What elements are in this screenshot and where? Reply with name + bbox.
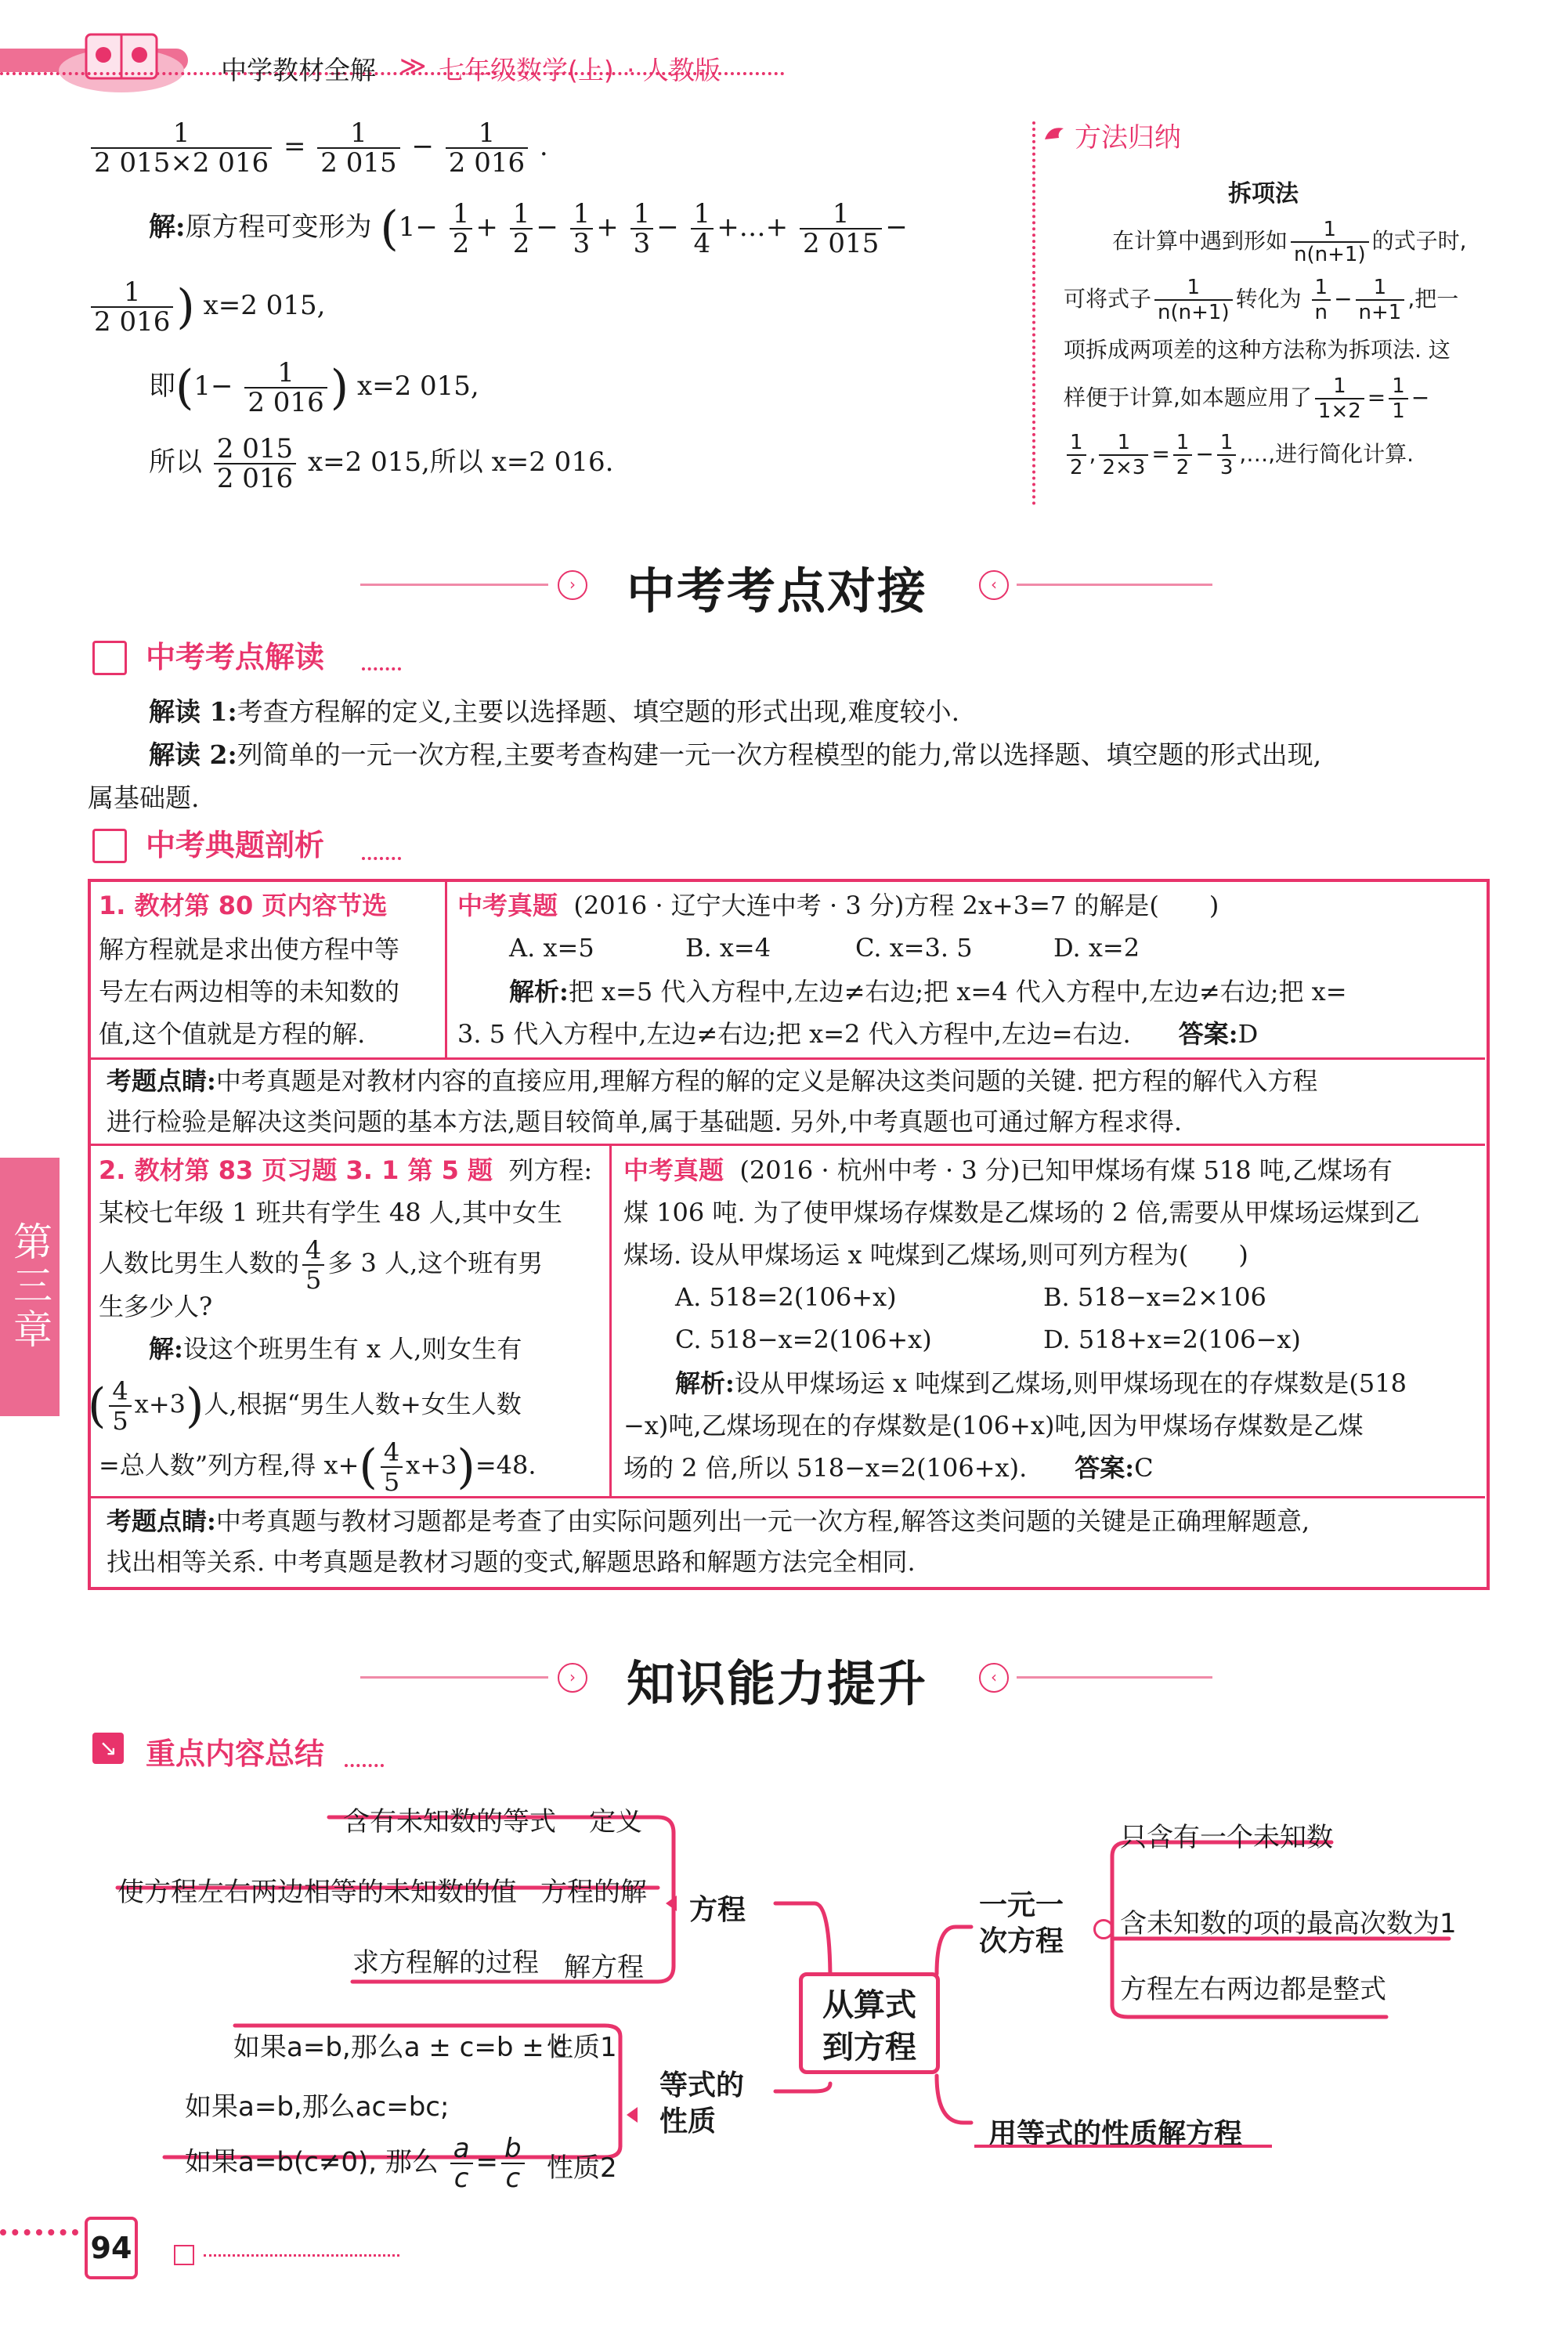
linear-cond-1: 只含有一个未知数 <box>1120 1822 1333 1853</box>
r1-left-line: 号左右两边相等的未知数的 <box>99 977 400 1007</box>
r2-solution-1: 解:设这个班男生有 x 人,则女生有 <box>149 1334 522 1364</box>
header-edition: · 人教版 <box>627 55 721 85</box>
summary-arrow-icon: ↘ <box>92 1733 124 1764</box>
r2-solution-3: =总人数”列方程,得 x+( $\frac{4}{5}$ x+3)=48. <box>99 1437 537 1497</box>
r2-option-d: D. 518+x=2(106−x) <box>1043 1325 1301 1354</box>
sec1-title: 中考考点对接 <box>627 562 928 620</box>
node-fangcheng: 方程 <box>689 1894 746 1926</box>
r2-question-3: 煤场. 设从甲煤场运 x 吨煤到乙煤场,则可列方程为( ) <box>623 1240 1248 1270</box>
sec2-subhead-dots <box>345 1764 384 1767</box>
r1-option-d: D. x=2 <box>1053 933 1140 963</box>
node-solve-by-properties: 用等式的性质解方程 <box>988 2118 1243 2150</box>
r2-analysis-2: −x)吨,乙煤场现在的存煤数是(106+x)吨,因为甲煤场存煤数是乙煤 <box>623 1411 1364 1440</box>
method-title: 方法归纳 <box>1075 122 1181 154</box>
sec1-subhead-2: 中考典题剖析 <box>146 828 325 862</box>
r2-left-title: 2. 教材第 83 页习题 3. 1 第 5 题 列方程: <box>99 1155 593 1185</box>
r2-solution-2: ( $\frac{4}{5}$ x+3)人,根据“男生人数+女生人数 <box>88 1376 522 1436</box>
sec2-left-arrow-icon: › <box>558 1663 587 1693</box>
solve-label: 解方程 <box>564 1952 644 1983</box>
r1-option-b: B. x=4 <box>685 933 771 963</box>
r2-question-1: 中考真题 (2016 · 杭州中考 · 3 分)已知甲煤场有煤 518 吨,乙煤场有 <box>623 1155 1393 1185</box>
sec1-subhead-2-dots <box>362 857 401 860</box>
sec2-right-arrow-icon: ‹ <box>979 1663 1009 1693</box>
subhead-marker-icon <box>92 641 127 675</box>
node-dengshi: 等式的 性质 <box>659 2069 745 2138</box>
header-subject: 七年级数学(上) <box>439 55 614 85</box>
r2-comment-1: 考题点睛:中考真题与教材习题都是考查了由实际问题列出一元一次方程,解答这类问题的关键是正确理解题意, <box>107 1506 1310 1536</box>
sec1-subhead-1: 中考考点解读 <box>146 640 325 674</box>
linear-cond-2: 含未知数的项的最高次数为1 <box>1120 1908 1457 1939</box>
table-hline-3 <box>89 1496 1485 1498</box>
r1-option-a: A. x=5 <box>509 933 594 963</box>
interpretation-2-cont: 属基础题. <box>88 782 200 813</box>
method-line-4: 样便于计算,如本题应用了 $\frac{1}{1\times 2}$ = $\frac{1}{1}$ − <box>1064 374 1430 423</box>
r1-comment-1: 考题点睛:中考真题是对教材内容的直接应用,理解方程的解的定义是解决这类问题的关键. 把方程的解代入方程 <box>107 1066 1318 1096</box>
r2-left-line: 生多少人? <box>99 1292 213 1321</box>
sec1-left-arrow-icon: › <box>558 570 587 600</box>
method-subtitle: 拆项法 <box>1228 180 1299 208</box>
book-logo-icon <box>55 23 188 94</box>
solution-line-2: $\frac{1}{2 016}$ ) x=2 015, <box>88 278 325 336</box>
prop1-label: 性质1 <box>547 2032 617 2063</box>
prop2-label: 性质2 <box>547 2152 617 2184</box>
prop2-text-1: 如果a=b,那么ac=bc; <box>185 2091 450 2123</box>
def-text: 含有未知数的等式 <box>343 1806 556 1838</box>
r2-question-2: 煤 106 吨. 为了使甲煤场存煤数是乙煤场的 2 倍,需要从甲煤场运煤到乙 <box>623 1198 1420 1227</box>
method-line-2: 可将式子 $\frac{1}{n(n+1)}$ 转化为 $\frac{1}{n}$ − $\frac{1}{n+1}$ ,把一 <box>1064 276 1459 324</box>
r1-comment-2: 进行检验是解决这类问题的基本方法,题目较简单,属于基础题. 另外,中考真题也可通过解方程求得. <box>107 1107 1183 1137</box>
footer-square-icon <box>174 2245 194 2265</box>
footer-rule <box>204 2254 399 2257</box>
method-line-3: 项拆成两项差的这种方法称为拆项法. 这 <box>1064 337 1451 363</box>
sec1-subhead-1-dots <box>362 667 401 670</box>
r1-analysis-2: 3. 5 代入方程中,左边≠右边;把 x=2 代入方程中,左边=右边. 答案:D <box>457 1019 1259 1049</box>
solve-text: 求方程解的过程 <box>352 1947 539 1979</box>
table-vline-2 <box>609 1145 612 1496</box>
footer-dots <box>0 2229 78 2235</box>
prop1-text: 如果a=b,那么a ± c=b ± c <box>233 2032 568 2063</box>
node-arrow-icon <box>627 2107 638 2123</box>
chapter-side-tab: 第三章 <box>0 1158 60 1416</box>
interpretation-1: 解读 1:考查方程解的定义,主要以选择题、填空题的形式出现,难度较小. <box>149 696 960 727</box>
mindmap-center-node: 从算式 到方程 <box>799 1972 940 2074</box>
r2-analysis-3: 场的 2 倍,所以 518−x=2(106+x). 答案:C <box>623 1453 1154 1483</box>
header-separator: ≫ <box>399 50 427 81</box>
solution-line-3: 即(1− $\frac{1}{2 016}$ ) x=2 015, <box>149 357 479 418</box>
r2-analysis-1: 解析:设从甲煤场运 x 吨煤到乙煤场,则甲煤场现在的存煤数是(518 <box>675 1368 1407 1398</box>
r1-analysis-1: 解析:把 x=5 代入方程中,左边≠右边;把 x=4 代入方程中,左边≠右边;把 x= <box>509 977 1347 1007</box>
solution-line-4: 所以 $\frac{2 015}{2 016}$ x=2 015,所以 x=2 016. <box>149 433 614 494</box>
node-link-icon <box>1093 1919 1114 1939</box>
header-book-title: 中学教材全解 <box>221 55 376 85</box>
subhead-marker-icon <box>92 829 127 863</box>
solution-line-1: 解:原方程可变形为 (1− $\frac{1}{2}$ + $\frac{1}{2}$ − $\frac{1}{3}$ + $\frac{1}{3}$ − $\frac{1}{4}$ +…+ $\frac{1}{2 015}$ − <box>149 198 908 259</box>
sec2-right-rule <box>1017 1676 1212 1679</box>
solution-label: 方程的解 <box>540 1877 647 1908</box>
r1-left-line: 解方程就是求出使方程中等 <box>99 934 400 964</box>
table-vline-1 <box>445 880 447 1057</box>
r2-left-line: 人数比男生人数的 $\frac{4}{5}$ 多 3 人,这个班有男 <box>99 1235 544 1295</box>
linear-cond-3: 方程左右两边都是整式 <box>1120 1974 1386 2005</box>
table-hline-2 <box>89 1144 1485 1146</box>
r1-option-c: C. x=3. 5 <box>855 933 973 963</box>
solution-text: 使方程左右两边相等的未知数的值 <box>117 1877 517 1908</box>
swirl-icon <box>1042 122 1070 146</box>
sec1-right-rule <box>1017 584 1212 586</box>
top-identity: $\frac{1}{2 015\times 2 016}$ = $\frac{1}{2 015}$ − $\frac{1}{2 016}$ . <box>88 119 548 177</box>
sec2-title: 知识能力提升 <box>627 1655 928 1712</box>
method-line-1: 在计算中遇到形如 $\frac{1}{n(n+1)}$ 的式子时, <box>1112 218 1467 266</box>
node-underline <box>974 2145 1272 2148</box>
r2-comment-2: 找出相等关系. 中考真题是教材习题的变式,解题思路和解题方法完全相同. <box>107 1547 916 1577</box>
r1-left-title: 1. 教材第 80 页内容节选 <box>99 891 388 920</box>
sec2-left-rule <box>360 1676 548 1679</box>
page-number: 94 <box>85 2217 138 2279</box>
sec1-left-rule <box>360 584 548 586</box>
node-arrow-icon <box>666 1896 677 1911</box>
r2-option-c: C. 518−x=2(106+x) <box>675 1325 932 1354</box>
r1-left-line: 值,这个值就是方程的解. <box>99 1019 366 1049</box>
prop2-text-2: 如果a=b(c≠0), 那么 $\frac{a}{c}$ = $\frac{b}{c}$ <box>185 2134 528 2192</box>
r1-question: 中考真题 (2016 · 辽宁大连中考 · 3 分)方程 2x+3=7 的解是( ) <box>457 891 1219 920</box>
node-yiyuan: 一元一 次方程 <box>979 1889 1064 1957</box>
sec1-right-arrow-icon: ‹ <box>979 570 1009 600</box>
sec2-subhead: 重点内容总结 <box>146 1737 325 1771</box>
def-label: 定义 <box>589 1806 642 1838</box>
r2-left-line: 某校七年级 1 班共有学生 48 人,其中女生 <box>99 1198 562 1227</box>
r2-option-a: A. 518=2(106+x) <box>675 1282 897 1312</box>
interpretation-2: 解读 2:列简单的一元一次方程,主要考查构建一元一次方程模型的能力,常以选择题、填空题的形式出现, <box>149 739 1322 770</box>
r2-option-b: B. 518−x=2×106 <box>1043 1282 1266 1312</box>
method-line-5: $\frac{1}{2}$ , $\frac{1}{2\times 3}$ = $\frac{1}{2}$ − $\frac{1}{3}$ ,…,进行简化计算. <box>1064 431 1414 479</box>
